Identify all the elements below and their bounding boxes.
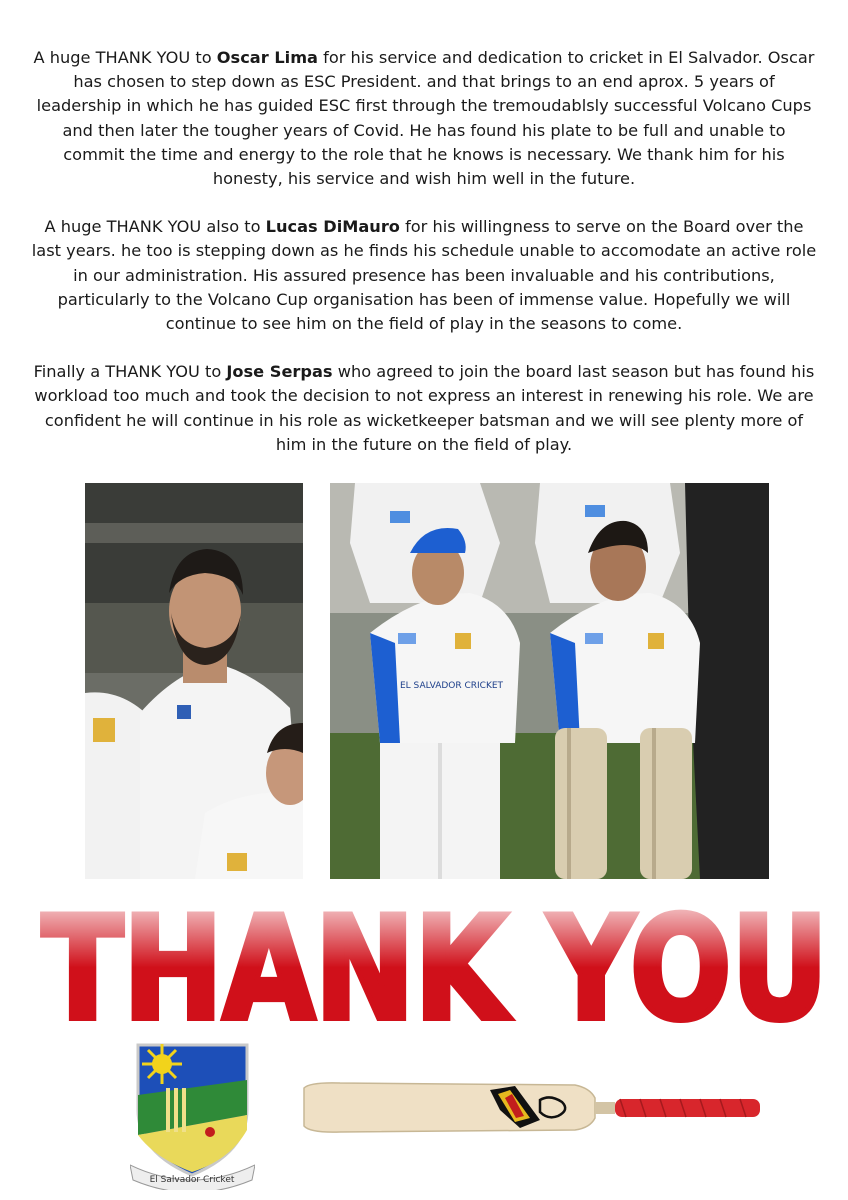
el-salvador-cricket-crest <box>130 1040 255 1190</box>
paragraph-text: who agreed to join the board last season but has found his workload too much and took the decision to not express an interest in renewing his role. We are confident he will continue in his role as wicketkeeper batsman and we will see plenty more of him in the future on the field of play. <box>34 362 815 454</box>
photo-oscar <box>85 483 303 879</box>
paragraph-text: A huge THANK YOU to <box>33 48 217 67</box>
cricket-bat-image <box>300 1080 768 1140</box>
paragraph-text: A huge THANK YOU also to <box>44 217 266 237</box>
paragraph-jose <box>30 360 818 457</box>
photo-team-illustration <box>330 483 769 879</box>
cricket-bat-graphic <box>300 1080 768 1140</box>
article-text <box>30 46 818 481</box>
paragraph-text: for his service and dedication to cricket in El Salvador. Oscar has chosen to step down as ESC President. and that brings to an end aprox. 5 years of leadership in which he has guided ESC first through the tremoudablsly successful Volcano Cups and then later the tougher years of Covid. He has found his plate to be full and unable to commit the time and energy to the role that he knows is necessary. We thank him for his honesty, his service and wish him well in the future. <box>36 48 815 189</box>
thank-you-banner <box>40 896 830 1026</box>
crest-text: El Salvador Cricket <box>149 1175 235 1185</box>
person-name: Lucas DiMauro <box>265 217 400 237</box>
paragraph-oscar <box>30 46 818 191</box>
paragraph-text: Finally a THANK YOU to <box>33 362 227 382</box>
crest-graphic <box>130 1040 255 1190</box>
thank-you-banner-graphic <box>40 896 830 1026</box>
person-name: Jose Serpas <box>226 362 333 382</box>
photo-team <box>330 483 769 879</box>
paragraph-text: for his willingness to serve on the Board over the last years. he too is stepping down as he finds his schedule unable to accomodate an active role in our administration. His assured presence has been invaluable and his contributions, particularly to the Volcano Cup organisation has been of immense value. Hopefully we will continue to see him on the field of play in the seasons to come. <box>31 217 817 334</box>
shirt-text: EL SALVADOR CRICKET <box>400 681 504 691</box>
photo-oscar-illustration <box>85 483 303 879</box>
person-name: Oscar Lima <box>216 48 318 67</box>
paragraph-lucas <box>30 215 818 336</box>
